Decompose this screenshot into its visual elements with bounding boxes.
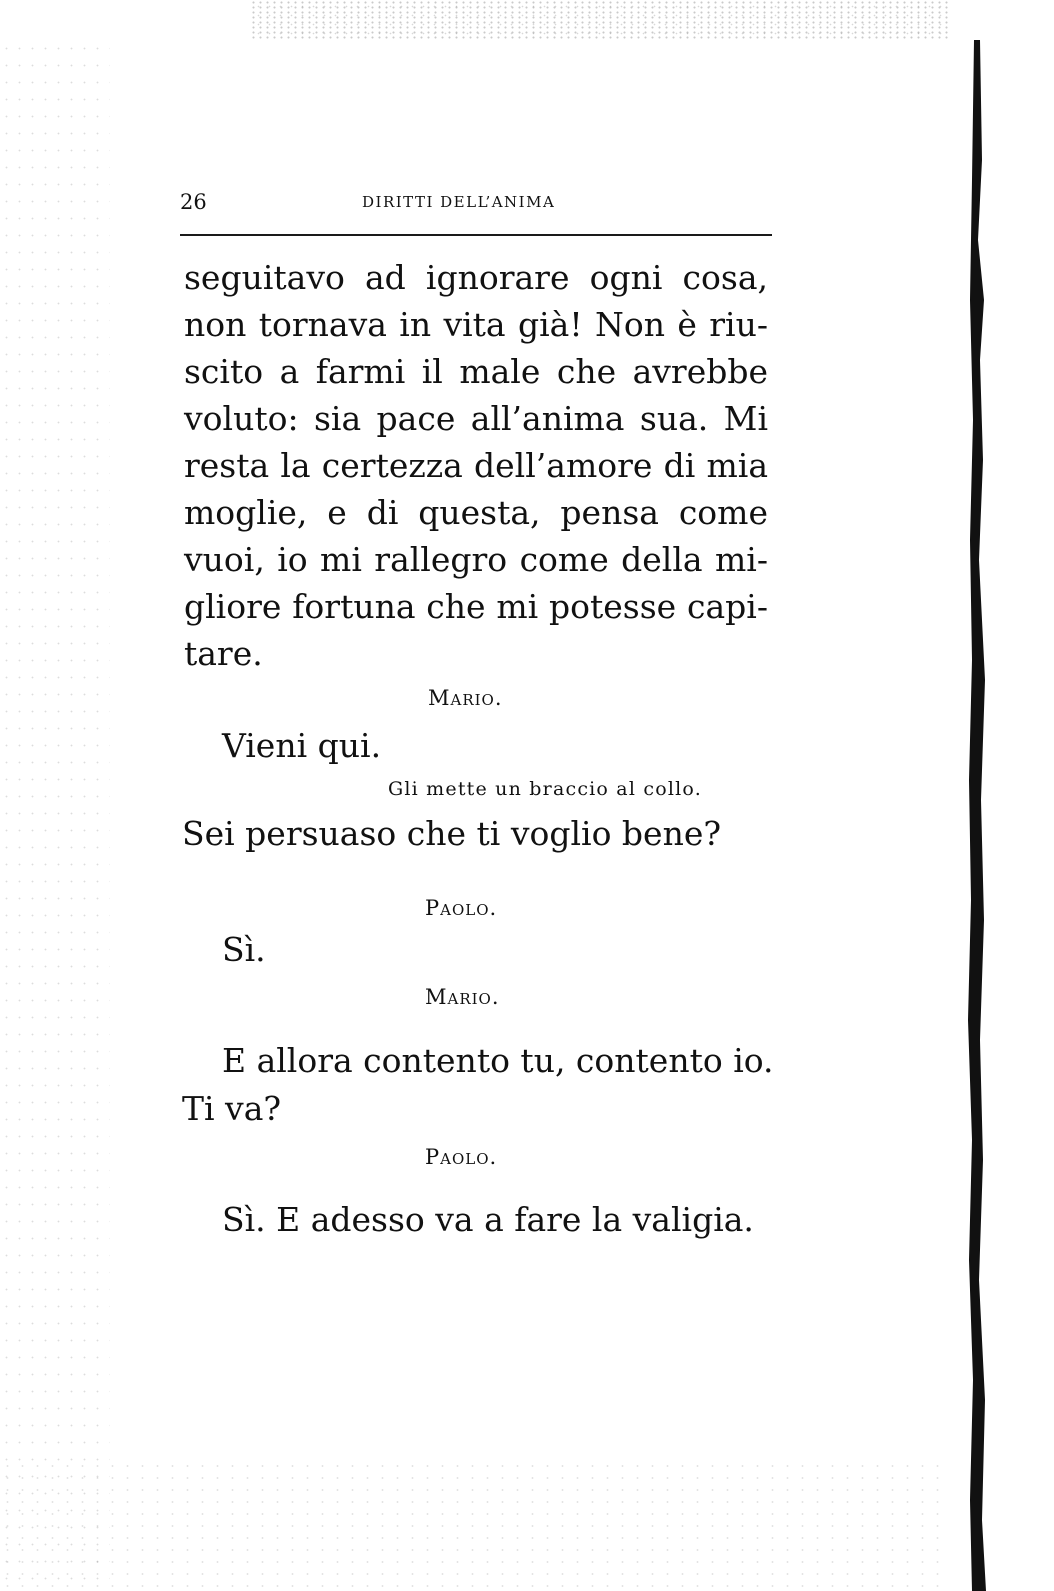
speaker-name: Mario. [425,985,500,1009]
header-rule [180,234,772,236]
stage-direction: Gli mette un braccio al collo. [388,778,702,800]
dialogue-line: E allora contento tu, contento io. [222,1041,774,1080]
running-head [180,190,772,216]
page-number: 26 [180,190,207,214]
speaker-name: Paolo. [425,1145,498,1169]
paragraph-line: scito a farmi il male che avrebbe [184,352,768,391]
paragraph-line: gliore fortuna che mi potesse capi- [184,587,768,626]
paragraph-line: moglie, e di questa, pensa come [184,493,768,532]
speaker-name: Mario. [428,686,503,710]
running-title: DIRITTI DELL’ANIMA [362,193,556,211]
paragraph-line: seguitavo ad ignorare ogni cosa, [184,258,768,297]
scan-speckle-bottom [0,1460,950,1591]
dialogue-line: Sei persuaso che ti voglio bene? [182,814,722,853]
dialogue-line: Sì. E adesso va a fare la valigia. [222,1200,754,1239]
paragraph-line: voluto: sia pace all’anima sua. Mi [184,399,768,438]
dialogue-line: Sì. [222,930,266,969]
dialogue-line: Vieni qui. [222,726,382,765]
paragraph-line: resta la certezza dell’amore di mia [184,446,768,485]
scan-speckle-top [250,0,950,40]
paragraph-line: non tornava in vita già! Non è riu- [184,305,768,344]
dialogue-line: Ti va? [182,1089,282,1128]
paragraph-line: tare. [184,634,263,673]
page-edge-shadow [960,40,992,1591]
paragraph-line: vuoi, io mi rallegro come della mi- [184,540,768,579]
scan-speckle-left [0,40,110,1580]
speaker-name: Paolo. [425,896,498,920]
